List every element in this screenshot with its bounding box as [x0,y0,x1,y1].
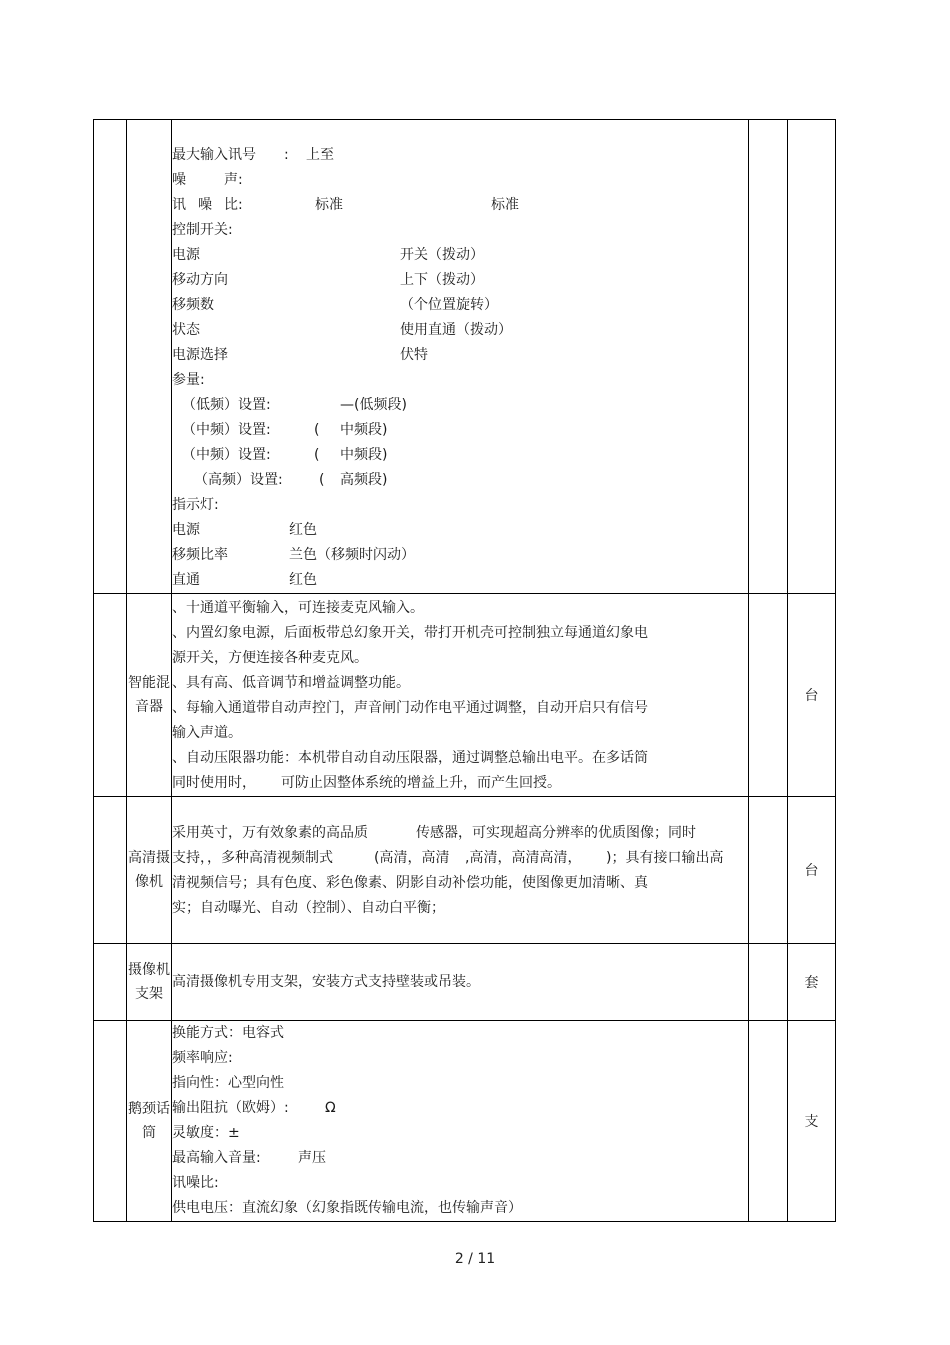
index-cell [94,594,127,797]
table-row [94,797,836,944]
unit-cell: 支 [788,1021,836,1222]
spec-line: 换能方式：电容式 [172,1025,284,1041]
spec-description-cell [172,1021,749,1222]
item-name-cell: 鹅颈话筒 [127,1021,172,1222]
table-row [94,594,836,797]
index-cell [94,120,127,594]
spec-description-cell [172,797,749,944]
spec-line: 、内置幻象电源，后面板带总幻象开关，带打开机壳可控制独立每通道幻象电 [172,625,648,641]
index-cell [94,944,127,1021]
spec-line: 源开关，方便连接各种麦克风。 [172,650,368,666]
spec-line: 电源选择 伏特 [172,347,428,363]
spec-line: 输出阻抗（欧姆）: Ω [172,1100,336,1116]
spec-line: 移动方向 上下（拨动） [172,272,484,288]
spec-line: 高清摄像机专用支架，安装方式支持壁装或吊装。 [172,973,480,990]
quantity-cell [749,797,788,944]
page-number: 2 / 11 [454,1251,496,1267]
spec-line: 、每输入通道带自动声控门，声音闸门动作电平通过调整，自动开启只有信号 [172,700,648,716]
spec-line: 实；自动曝光、自动（控制）、自动白平衡； [172,900,445,916]
spec-line: 电源 红色 [172,522,317,538]
quantity-cell [749,120,788,594]
spec-line: 灵敏度：± [172,1125,240,1141]
unit-cell: 台 [788,594,836,797]
spec-description-cell [172,944,749,1021]
spec-line: 状态 使用直通（拨动） [172,322,512,338]
spec-line: 指向性：心型向性 [172,1075,284,1091]
spec-line: 讯噪比: [172,1175,219,1191]
item-name-cell: 摄像机支架 [127,944,172,1021]
spec-description-cell [172,594,749,797]
spec-description-cell [172,120,749,594]
quantity-cell [749,594,788,797]
spec-line: （高频）设置: ( 高频段) [194,472,388,488]
table-row [94,120,836,594]
quantity-cell [749,944,788,1021]
spec-line: （中频）设置: ( 中频段) [182,447,388,463]
spec-line: 支持，，多种高清视频制式 (高清，高清 ,高清，高清高清， )；具有接口输出高 [172,850,724,866]
item-name-cell: 智能混音器 [127,594,172,797]
spec-line: 最高输入音量: 声压 [172,1150,326,1166]
table-row [94,944,836,1021]
spec-line: 输入声道。 [172,725,242,741]
spec-line: 控制开关: [172,222,233,238]
spec-line: （中频）设置: ( 中频段) [182,422,388,438]
spec-line: 、自动压限器功能：本机带自动自动压限器，通过调整总输出电平。在多话筒 [172,750,648,766]
spec-line: 同时使用时， 可防止因整体系统的增益上升，而产生回授。 [172,775,561,791]
spec-line: 频率响应: [172,1050,233,1066]
table-row [94,1021,836,1222]
item-name-cell: 高清摄像机 [127,797,172,944]
spec-line: 电源 开关（拨动） [172,247,484,263]
spec-line: 移频比率 兰色（移频时闪动） [172,547,415,563]
spec-line: 噪 声: [172,172,243,188]
item-name-cell [127,120,172,594]
spec-line: 直通 红色 [172,572,317,588]
unit-cell [788,120,836,594]
equipment-spec-table [93,119,836,1222]
index-cell [94,1021,127,1222]
spec-line: 、十通道平衡输入，可连接麦克风输入。 [172,600,424,616]
unit-cell: 套 [788,944,836,1021]
spec-line: 清视频信号；具有色度、彩色像素、阴影自动补偿功能，使图像更加清晰、真 [172,875,648,891]
spec-line: 移频数 （个位置旋转） [172,297,498,313]
spec-line: 供电电压：直流幻象（幻象指既传输电流，也传输声音） [172,1200,522,1216]
spec-line: 采用英寸，万有效象素的高品质 传感器，可实现超高分辨率的优质图像；同时 [172,825,696,841]
spec-line: 、具有高、低音调节和增益调整功能。 [172,675,410,691]
spec-line: 参量: [172,372,205,388]
index-cell [94,797,127,944]
spec-line: 指示灯: [172,497,219,513]
quantity-cell [749,1021,788,1222]
spec-line: （低频）设置: —(低频段) [182,397,407,413]
spec-line: 最大输入讯号 : 上至 [172,147,334,163]
spec-line: 讯 噪 比: 标准 标准 [172,197,519,213]
unit-cell: 台 [788,797,836,944]
